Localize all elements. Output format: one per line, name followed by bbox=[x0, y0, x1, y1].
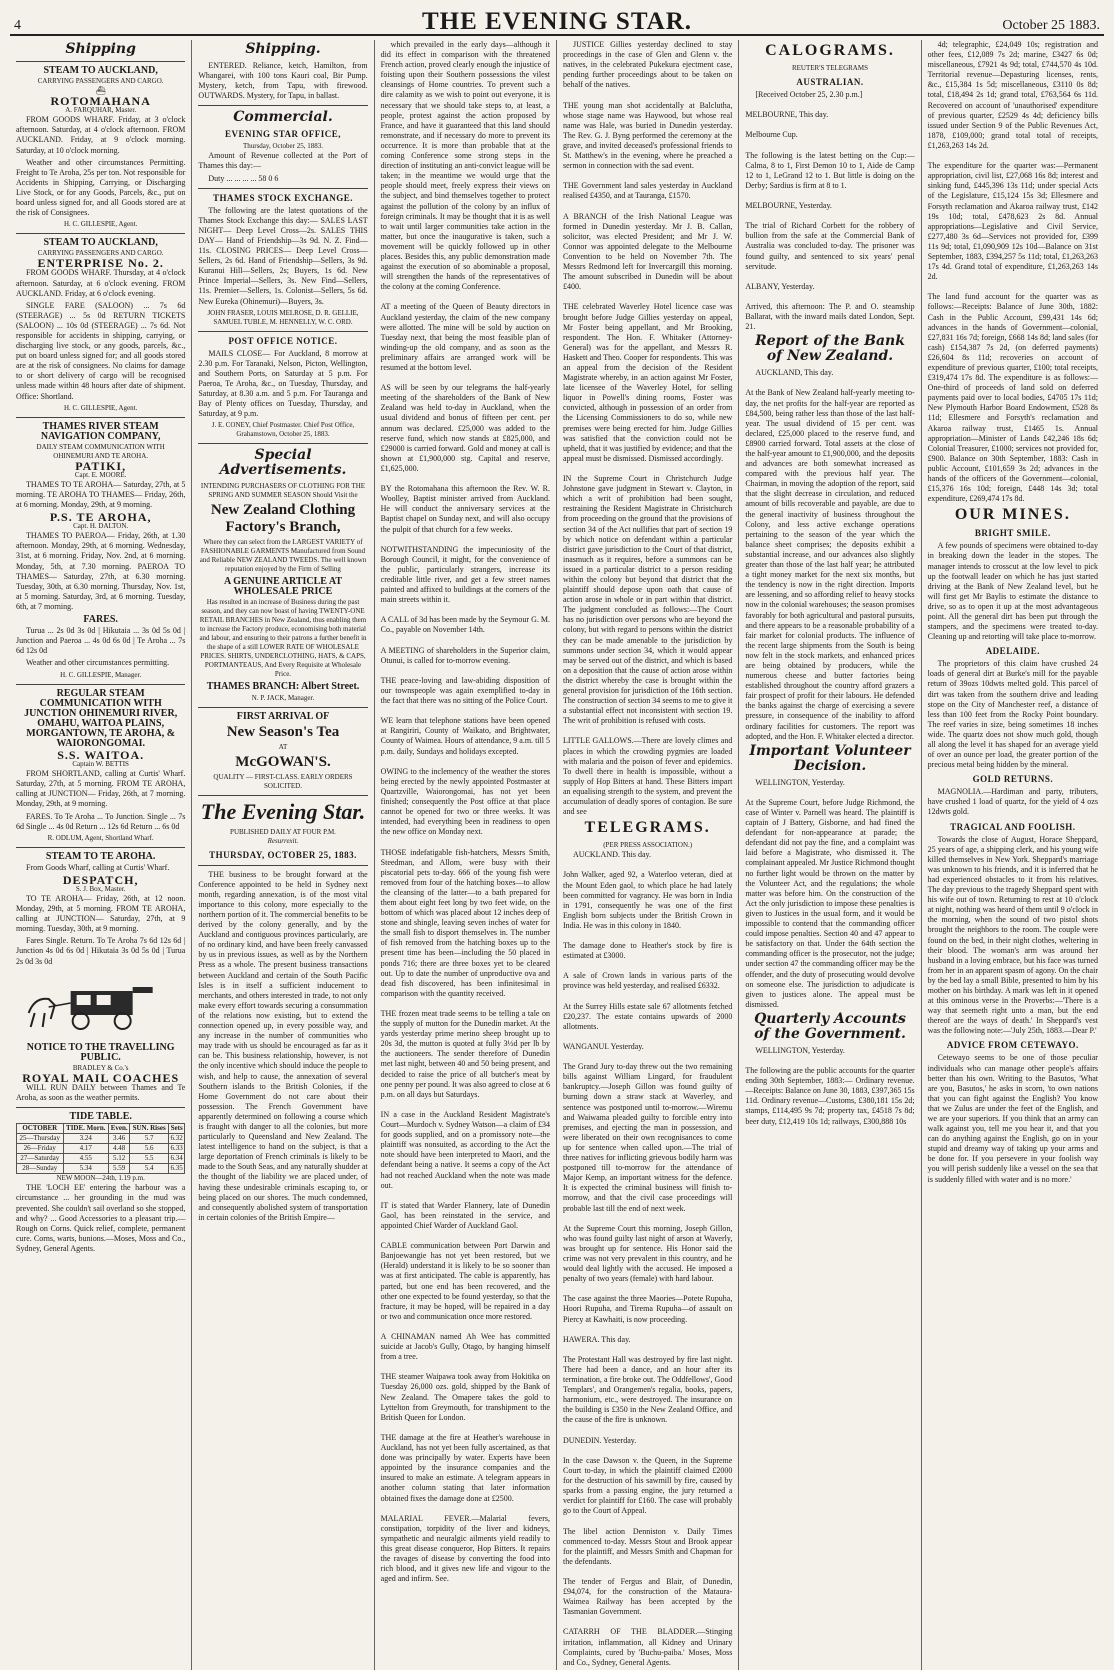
press-association: (PER PRESS ASSOCIATION.) bbox=[603, 841, 693, 850]
section-heading-shipping: Shipping bbox=[65, 41, 136, 57]
bank-report-text: AUCKLAND, This day. At the Bank of New Zealand half-yearly meeting to-day, the net profits for the half-year are reported as £84,500, being rather less than those of the last half-year. The usual dividend of 15 per cent. was declared, £25,000 placed to the reserve fund, and £8900 carried forward. Total assets at the close of the half-year amount to £1,900,000, and the deposits and advances are both somewhat increased as compared with the previous half year. The Chairman, in moving the adoption of the report, said that the slight decrease in circulation, and reduced amount of bills recoverable and payable, are due to the general inactivity of business throughout the Colony, and less active exchange operations pertaining to the season of the year which the balance sheet comprises; the deposits exhibit a substantial increase, and our advances also slightly greater than those of the last half year; he attributed a tight money market for the next six months, but the tendency is now in the right direction. Imports are lessening, and so affording relief to heavy stocks now in the colonial warehouses; the season promises favorably for both agricultural and pastoral pursuits, and there appears to be a reasonable probability of a fair market for colonial products. The influence of the recent large shipments from the South is being now felt in the stock markets, and enhanced prices are being obtained by producers, while the numerous cheese and butter factories being established throughout the country afford grazers a fair prospect of profit for their labours. He defended the banks against the charge of exercising a severe pressure, in consequence of the inability to afford ordinary facilities for customers. The report was adopted, and the Hon. F. Whitaker elected a director. bbox=[745, 368, 915, 741]
table-cell: 25—Thursday bbox=[17, 1134, 64, 1144]
divider bbox=[198, 331, 367, 332]
table-cell: 6.32 bbox=[168, 1134, 184, 1144]
clothing-headline: New Zealand Clothing Factory's Branch, bbox=[210, 502, 356, 536]
section-heading-calograms: CALOGRAMS. bbox=[765, 42, 895, 59]
ship-master: S. J. Box, Master. bbox=[75, 885, 126, 893]
ad-note: Weather and other circumstances Permitting. Freight to Te Aroha, 25s per ton. Not responsible for Accidents in Shipping, Carrying, or Discharging Live Stock, or for any Goods, Parcels, &c., put on board unless signed for, and all Goods stored are at the risk of Consignees. bbox=[16, 157, 186, 218]
clothing-intro: INTENDING PURCHASERS OF CLOTHING FOR THE SPRING AND SUMMER SEASON Should Visit the bbox=[200, 482, 366, 500]
notice-body: WILL RUN DAILY between Thames and Te Aroha, as soon as the weather permits. bbox=[16, 1083, 186, 1103]
masthead bbox=[10, 6, 1104, 36]
divider bbox=[198, 795, 367, 796]
ad-title: STEAM TO AUCKLAND, bbox=[43, 237, 158, 249]
post-office-sign: J. E. CONEY, Chief Postmaster. Chief Post Office, Grahamstown, October 25, 1883. bbox=[211, 421, 355, 439]
office-date: Thursday, October 25, 1883. bbox=[242, 142, 323, 151]
ad-body: FROM SHORTLAND, calling at Curtis' Wharf. Saturday, 27th, at 5 morning. FROM TE AROHA, calling at JUNCTION— Friday, 26th, at 7 morning. Monday, 29th, at 9 morning. bbox=[16, 769, 186, 809]
table-row bbox=[17, 1134, 185, 1144]
section-heading-our-mines: OUR MINES. bbox=[954, 506, 1071, 524]
table-header-cell: OCTOBER bbox=[17, 1124, 64, 1134]
office-title: EVENING STAR OFFICE, bbox=[224, 129, 342, 140]
ship-name: S.S. WAITOA. bbox=[57, 748, 145, 763]
newspaper-columns bbox=[10, 40, 1104, 1667]
clothing-text: Where they can select from the LARGEST VARIETY of FASHIONABLE GARMENTS Manufactured from Sound and Reliable NEW ZEALAND TWEEDS. The well known reputation enjoyed by the Firm of Selling bbox=[199, 538, 367, 574]
shipping-entries: ENTERED. Reliance, ketch, Hamilton, from Whangarei, with 100 tons Kauri coal, Bir Pump. Mystery, ketch, from Tapu, with firewood. OUTWARDS. Mystery, for Tapu, in ballast. bbox=[198, 61, 368, 101]
volunteer-text: WELLINGTON, Yesterday. At the Supreme Court, before Judge Richmond, the case of Winter v. Parnell was heard. The plaintiff is captain of J Battery, Gisborne, and had fined the defendant for non-appearance at parade; the defendant did not pay the fine, and a complaint was laid before a Magistrate, who dismissed it. The complainant appealed. Mr Justice Richmond thought no further light would be thrown on the matter by the Volunteer Act, and the regulations; the whole matter was before him. On the construction of the Act the only jurisdiction to impose these penalties is given to Justices in the usual form, and it would be impossible to contend that the commanding officer could impose penalties. Section 40 and 47 appear to be satisfactory on that. Under the 64th section the commanding officer is the prosecutor, not the judge; under section 47 the commanding officer may be the offender, and the duty of prosecuting would devolve on someone else. The jurisdiction to adjudicate is given to justices alone. The appeal must be dismissed. bbox=[745, 777, 915, 1009]
table-header-row bbox=[17, 1124, 185, 1134]
divider bbox=[16, 417, 185, 418]
ship-name: ROTOMAHANA bbox=[50, 94, 151, 109]
quarterly-accounts-heading: Quarterly Accounts of the Government. bbox=[754, 1010, 906, 1042]
section-heading-telegrams: TELEGRAMS. bbox=[584, 819, 711, 837]
newspaper-title: THE EVENING STAR. bbox=[421, 8, 693, 35]
ship-master: Capt. E. MOORE. bbox=[74, 470, 127, 479]
ad-subtitle: CARRYING PASSENGERS AND CARGO. bbox=[37, 77, 164, 86]
tide-table bbox=[16, 1123, 185, 1174]
ad-fares: FARES. To Te Aroha ... To Junction. Single ... 7s 6d Single ... 4s 0d Return ... 12s 6d Return ... 6s 0d bbox=[16, 811, 186, 831]
notice-subtitle: ROYAL MAIL COACHES bbox=[22, 1070, 180, 1085]
table-cell: 5.34 bbox=[63, 1164, 108, 1174]
fares-text: SINGLE FARE (SALOON) ... 7s 6d (STEERAGE) ... 5s 0d RETURN TICKETS (SALOON) ... 10s 0d (STEERAGE) ... 7s 6d. Not responsible for accidents in shipping, carrying, or discharging live stock, or any goods, parcels, &c., put on board unless signed for; and all goods stored are at the risk of consignees. No claims for damage to or short delivery of cargo will be recognised unless made within 48 hours after date of shipment. Office: Shortland. bbox=[16, 300, 186, 401]
table-cell: 5.59 bbox=[109, 1164, 130, 1174]
brokers-list: JOHN FRASER, LOUIS MELROSE, D. R. GELLIE, SAMUEL TUBLE, M. HENNELLY, W. C. ORD. bbox=[207, 308, 359, 326]
table-cell: 3.24 bbox=[63, 1134, 108, 1144]
table-row bbox=[17, 1154, 185, 1164]
divider bbox=[198, 865, 367, 866]
table-header-cell: Sets bbox=[168, 1124, 184, 1134]
divider bbox=[198, 707, 367, 708]
duty-line: Duty ... ... ... ... 58 0 6 bbox=[208, 173, 279, 183]
australian-text: [Received October 25, 2.30 p.m.] MELBOURNE, This day. Melbourne Cup. The following is the latest betting on the Cup:—Calma, 8 to 1, First Demon 10 to 1, Aide de Camp 12 to 1, LeGrand 12 to 1. But little is doing on the Derby; Sardius is firm at 8 to 1. MELBOURNE, Yesterday. The trial of Richard Corbett for the robbery of bullion from the safe at the Commercial Bank of Australia was concluded to-day. The prisoner was found guilty, and sentenced to six years' penal servitude. ALBANY, Yesterday. Arrived, this afternoon: The P. and O. steamship Ballarat, with the inward mails dated London, Sept. 21. bbox=[745, 90, 915, 332]
table-cell: 6.33 bbox=[168, 1144, 184, 1154]
ad-body: THAMES TO PAEROA— Friday, 26th, at 1.30 afternoon. Monday, 29th, at 6 morning. Wednesday, 31st, at 6 morning. Friday, Nov. 2nd, at 6 morning. Monday, 5th, at 7.30 morning. PAEROA TO THAMES— Saturday, 27th, at 6.30 morning. Tuesday, 30th, at 6.30 morning. Thursday, Nov. 1st, at 5 morning. Saturday, 3rd, at 6 morning. Tuesday, 6th, at 7 morning. bbox=[16, 531, 186, 611]
tea-at: AT bbox=[278, 742, 288, 751]
column-6 bbox=[922, 40, 1104, 1670]
table-header-cell: TIDE. Morn. bbox=[63, 1124, 108, 1134]
australian-heading: AUSTRALIAN. bbox=[796, 77, 864, 87]
article-heading: TRAGICAL AND FOOLISH. bbox=[950, 821, 1076, 832]
fares-rows: Turua ... 2s 0d 3s 0d | Hikutaia ... 3s 0d 5s 0d | Junction and Paeroa ... 4s 0d 6s 0d | Te Aroha ... 7s 6d 12s 0d bbox=[16, 626, 186, 656]
ad-body: From Goods Wharf, calling at Curtis' Wharf. bbox=[26, 862, 170, 872]
fares-note: Weather and other circumstances permitting. bbox=[26, 658, 170, 668]
column-5 bbox=[739, 40, 921, 1670]
quarterly-accounts-text: WELLINGTON, Yesterday. The following are the public accounts for the quarter ending 30th September, 1883:— Ordinary revenue.—Receipts: Balance on June 30, 1883, £397,365 15s 11d. Ordinary revenue—Customs, £380,181 15s 2d; stamps, £114,495 9s 7d; property tax, £4518 7s 8d; beer duty, £12,419 10s 1d; railways, £300,888 10s bbox=[745, 1045, 915, 1126]
notice-firm: BRADLEY & Co.'s bbox=[72, 1063, 129, 1072]
section-heading-shipping: Shipping. bbox=[245, 41, 321, 57]
column-3 bbox=[375, 40, 557, 1670]
mine-text: The proprietors of this claim have crushed 24 loads of general dirt at Burke's mill for the payable return of 39ozs 10dwts melted gold. This parcel of dirt was taken from the southern drive and leading stope on the City of Manchester reef, a distance of less than 100 feet from the Rocky Point boundary. The reef varies in size, being sometimes 18 inches wide. The quartz does not show much gold, though all along the level it has shaped for an average yield of over an ounce per load, the greater portion of the precious metal being hidden by the mineral. bbox=[927, 659, 1098, 770]
table-cell: 5.4 bbox=[130, 1164, 169, 1174]
divider bbox=[16, 233, 185, 234]
article-heading: ADVICE FROM CETEWAYO. bbox=[946, 1040, 1079, 1051]
table-cell: 4.17 bbox=[63, 1144, 108, 1154]
column-1 bbox=[10, 40, 192, 1670]
ad-title: STEAM TO TE AROHA. bbox=[45, 850, 156, 862]
divider bbox=[16, 1107, 185, 1108]
mine-text: MAGNOLIA.—Hardiman and party, tributers, have crushed 1 load of quartz, for the yield of 4 ozs 12dwts gold. bbox=[927, 787, 1098, 817]
post-office-title: POST OFFICE NOTICE. bbox=[228, 335, 338, 346]
clothing-branch: THAMES BRANCH: Albert Street. bbox=[206, 681, 360, 693]
news-text: JUSTICE Gillies yesterday declined to stay proceedings in the case of Glen and Glenn v. the natives, in the celebrated Pukekura ejectment case, pending further proceedings about to be taken on behalf of the natives. THE young man shot accidentally at Balclutha, whose stage name was Haywood, but whose real name was Hale, was buried in Dunedin yesterday. The Rev. G. J. Byng performed the ceremony at the grave, and invited deceased's professional friends to St. Matthew's in the evening, where he preached a sermon in connection with the sad event. THE Government land sales yesterday in Auckland realised £4350, and at Tauranga, £1570. A BRANCH of the Irish National League was formed in Dunedin yesterday. Mr J. B. Callan, solicitor, was elected President; and Mr J. W. Connor was appointed delegate to the Melbourne Convention to be held on November 7th. The Messrs Redmond left for Invercargill this morning. The amount subscribed in Dunedin will be about £400. THE celebrated Waverley Hotel licence case was brought before Judge Gillies yesterday on appeal, Mr Foster being appellant, and Mr Brooking, respondent. The Hon. F. Whitaker (Attorney-General) was for the appellant, and Messrs R. Haskett and Theo. Cooper for respondents. This was an appeal from the decision of the Resident Magistrate whereby, in an action against Mr Foster, late licensee of the Waverley Hotel, for selling liquor in Powell's dining rooms, Foster was convicted, although in possession of an order from the Licensing Commissioners to do so, while new premises were being erected for him. Judge Gillies was satisfied that the conviction could not be upheld, that it was justified by evidence; and that the appeal must be dismissed. Dismissed accordingly. IN the Supreme Court in Christchurch Judge Johnstone gave judgment in Stewart v. Clayton, in which a writ of prohibition had been sought, restraining the Resident Magistrate in Christchurch from proceeding on the ground that the provisions of section 34 of the Act nullifies that part of section 19 by which notice on defendant within a particular district gave jurisdiction to the Court of that district, inasmuch as it requires, before a summons can be issued in a particular district to a person residing within the colony but beyond that district that the plaintiff should depose upon oath that cause of action arose in whole or in part within that district. The judgment concluded as follows:—The Court has no jurisdiction over persons who are beyond the colony, but with regard to persons within the district they can be made amenable to the jurisdiction by summons under section 34, which it would appear may be served out of the district, and which is based on a deposition that the cause of action arose within the district whereby the case is brought within the general provision for jurisdiction of the 16th section. The construction of section 34 seems to me to give it a substantial effect not inconsistent with section 19. The writ of prohibition is refused with costs. LITTLE GALLOWS.—There are lovely climes and places in which the crowding pygmies are loaded with malaria and the poison of fever and epidemics. To dwell there in health is impossible, without a supply of Hop Bitters at hand. These Bitters impart an equalising strength to the system, and prevent the accumulation of deadly spores of contagion. Be sure and see bbox=[562, 40, 733, 817]
exchange-text: The following are the latest quotations of the Thames Stock Exchange this day:— SALES LAST NIGHT— Deep Level Cross—2s. SALES THIS DAY— Hand of Friendship—3s 9d. N. Z. Find—11s. CLOSING PRICES— Deep Level Cross—Sellers, 2s 6d. Hand of Friendship—Sellers, 3s 9d. Kuranui Hill—Sellers, 2s; Buyers, 1s 6d. New Prince Imperial—Sellers, 3s. New Find—Sellers, 11s. Premier—Sellers, 1s. Colonist—Sellers, 5s 6d. New Eureka (Ohinemuri)—Buyers, 3s. bbox=[198, 205, 368, 306]
divider bbox=[16, 61, 185, 62]
divider bbox=[198, 188, 367, 189]
mine-heading: ADELAIDE. bbox=[985, 646, 1040, 657]
exchange-title: THAMES STOCK EXCHANGE. bbox=[212, 192, 354, 203]
reuters-label: REUTER'S TELEGRAMS bbox=[791, 64, 868, 72]
ship-name: DESPATCH, bbox=[62, 872, 139, 887]
paper-subtitle: PUBLISHED DAILY AT FOUR P.M. bbox=[230, 827, 336, 836]
volunteer-heading: Important Volunteer Decision. bbox=[749, 742, 911, 774]
column-4 bbox=[557, 40, 739, 1670]
ad-title: THAMES RIVER STEAM NAVIGATION COMPANY, bbox=[40, 420, 161, 442]
column-2 bbox=[192, 40, 374, 1670]
tea-quality: QUALITY — FIRST-CLASS. EARLY ORDERS SOLICITED. bbox=[213, 772, 353, 790]
ship-name: PATIKI, bbox=[75, 458, 127, 473]
divider bbox=[198, 105, 367, 106]
table-cell: 6.35 bbox=[168, 1164, 184, 1174]
ship-master: Capt. H. DALTON. bbox=[73, 522, 129, 531]
table-row bbox=[17, 1144, 185, 1154]
table-cell: 4.55 bbox=[63, 1154, 108, 1164]
accounts-continued: 4d; telegraphic, £24,049 10s; registration and other fees, £12,089 7s 2d; marine, £3427 6s 0d; miscellaneous, £7921 4s 9d; total, £744,570 4s 10d. Territorial revenue—Depasturing licenses, rents, &c., £15,384 1s 5d; miscellaneous, £3110 0s 8d; total, £18,494 2s 1d; grand total, £763,564 6s 11d. Recovered on account of 'unauthorised' expenditure of previous quarter, £2529 4s 4d; deficiency bills issued under Section 9 of the Public Revenues Act, 1878, £109,000; grand total total of receipts, £1,263,263 14s 2d. The expenditure for the quarter was:—Permanent appropriation, civil list, £27,068 16s 8d; interest and sinking fund, £445,396 13s 11d; under special Acts of the Legislature, £15,124 15s 3d; Ellesmere and Forsyth reclamation and Akaroa railway trust, £142 19s 10d; total, £478,623 2s 8d. Annual appropriations—Legislative and Civil Service, £277,480 3s 6d—Services not provided for, £399 11s 9d; total, £1,090,909 12s 10d—Balance on 31st September, 1883, £394,257 5s 11d; total, £1,263,263 17s 4d. Grand total of expenditure, £1,263,263 14s 2d. The land fund account for the quarter was as follows:—Receipts: Balance of June 30th, 1882: Cash in the Public Account, £99,431 14s 6d; advances in the hands of Government—colonial, £27,831 16s 7d; foreign, £668 14s 8d; land sales (for cash) £154,387 7s 2d, (on deferred payments) £26,604 8s 11d; recoveries on account of expenditure of previous quarter, £100; total receipts, £319,474 17s 8d. The expenditure is as follows:—One-third of proceeds of land sold on deferred payments paid over to local bodies, £4705 17s 11d; New Plymouth Harbor Board Endowment, £528 8s 11d; Ellesmere and Forsyth's reclamation and Akaroa railway trust, £1465 1s. Annual appropriation—Minister of Lands £42,246 18s 6d; Colonial Treasurer, £1000; services not provided for, £900. Balance on 30th September, 1883: Cash in public Account, £101,659 3s 2d; advances in the hands of the officers of the Government—colonial, £15,376 16s 10d; foreign, £448 14s 3d; total expenditure, £269,474 17s 8d. bbox=[927, 40, 1098, 504]
table-header-cell: SUN. Rises bbox=[130, 1124, 169, 1134]
article-text: Cetewayo seems to be one of those peculiar individuals who can manage other people's affairs better than his own. Writing to the Basutos, 'What are you, Basutos,' he asks in scorn, 'to own nations that you can fight against the English? You know that we Zulus are under the feet of the English, and we are your superiors. If you think that an army can walk against you, tell me you hear it, and that you can do anything against the English, go on in your stupid and dreamy way of taking up your arms and be done for. If you persevere in your foolish way you will perish suddenly like a vessel on the sea that is suddenly filled with water and is no more.' bbox=[927, 1053, 1098, 1184]
table-cell: 5.5 bbox=[130, 1154, 169, 1164]
table-cell: 4.48 bbox=[109, 1144, 130, 1154]
editorial-text: THE business to be brought forward at the Conference appointed to be held in Sydney next month, regarding annexation, is of the most vital importance to this colony, more especially to the northern portion of it. The commercial benefits to be derived by the colony generally, and by the Auckland and contiguous provinces particularly, are of no ordinary kind, and have been freely canvassed by us in previous issues, as well as by the Northern Press as a whole. The present business transactions between Auckland and certain of the South Pacific Isles is in itself a sufficient inducement to merchants, and others interested in trade, to not only make every effort towards securing a consummation of the relations now existing, but to extend the connection opened up, in every possible way, and any increase in the number of communities who may trade with us should be encouraged as far as it can be. This business relationship, however, is not the only incentive which should induce the people to wish, and help to cause, the annexation of several Southern islands to the British Colonies, if the Home Government do not care about their possession. The French Government have apparently determined on following a course which is fraught with danger to all the colonies, but more particularly to Queensland and New Zealand. The latest intelligence to hand on the subject, is that a large deportation of French criminals is likely to be made to the South Seas, and any naturally shudder at the thought of the liability we are placed under, of having these undesirable criminals escaping to, or being placed on our shores. The much condemned, and consequently abolished system of transportation in certain colonies of the British Empire— bbox=[198, 869, 368, 1222]
ad-fares: Fares Single. Return. To Te Aroha 7s 6d 12s 6d | Junction 4s 0d 6s 0d | Hikutaia 3s 0d 5s 0d | Turua 2s 0d 3s 0d bbox=[16, 936, 186, 966]
table-row bbox=[17, 1164, 185, 1174]
section-heading-commercial: Commercial. bbox=[233, 109, 333, 126]
divider bbox=[198, 443, 367, 444]
post-office-text: MAILS CLOSE— For Auckland, 8 morrow at 2.30 p.m. For Taranaki, Nelson, Picton, Wellington, and Southern Ports, on Saturday at 5 p.m. For Paeroa, Te Aroha, &c., on Tuesday, Thursday, and Saturday, at 8.30 a.m. and 5 p.m. For Tauranga and Bay of Plenty offices on Tuesday, Thursday, and Saturday, at 9 p.m. bbox=[198, 348, 368, 419]
table-cell: 5.12 bbox=[109, 1154, 130, 1164]
tea-headline: New Season's Tea bbox=[226, 723, 340, 740]
mine-heading: GOLD RETURNS. bbox=[972, 774, 1054, 785]
column-footer-text: THE 'LOCH EE' entering the harbour was a circumstance ... her grounding in the mud was prevented. She couldn't sail overland so she stopped, and why? ... Good Accessories to a pleasant trip.—Rough on Corns. Quick relief, complete, permanent cure. Corns, warts, bunions.—Moses, Moss and Co., Sydney, General Agents. bbox=[16, 1183, 186, 1253]
table-cell: 3.46 bbox=[109, 1134, 130, 1144]
ad-agent: H. C. GILLESPIE, Agent. bbox=[64, 403, 138, 412]
revenue-text: Amount of Revenue collected at the Port of Thames this day:— bbox=[198, 151, 368, 171]
clothing-text-2: Has resulted in an increase of Business during the past season, and they can now boast of having TWENTY-ONE RETAIL BRANCHES in New Zealand, thus enabling them to increase the Factory produce, economising both material and labour, and ensuring to their patrons a further benefit in the shape of a still LOWER RATE OF WHOLESALE PRICES. SHIRTS, UNDERCLOTHING, HATS, & CAPS, PORTMANTEAUS, And Every Requisite at Wholesale Price. bbox=[199, 598, 367, 679]
paper-motto: Resurrexit. bbox=[267, 836, 299, 845]
bank-report-heading: Report of the Bank of New Zealand. bbox=[755, 333, 905, 365]
tide-note: NEW MOON—24th, 1.19 p.m. bbox=[56, 1174, 145, 1183]
ad-body: TO TE AROHA— Friday, 26th, at 12 noon. Monday, 29th, at 5 morning. FROM TE AROHA, calling at JUNCTION— Saturday, 27th, at 9 morning. Tuesday, 30th, at 9 morning. bbox=[16, 894, 186, 934]
tea-shop: McGOWAN'S. bbox=[235, 753, 331, 770]
paper-nameplate: The Evening Star. bbox=[200, 798, 366, 824]
table-cell: 27—Saturday bbox=[17, 1154, 64, 1164]
ad-body: FROM GOODS WHARF. Thursday, at 4 o'clock afternoon. Saturday, at 6 o'clock evening. FROM AUCKLAND. Friday, at 6 o'clock evening. bbox=[16, 268, 186, 298]
ad-title: STEAM TO AUCKLAND, bbox=[43, 65, 158, 76]
mine-heading: BRIGHT SMILE. bbox=[974, 528, 1051, 539]
paper-date: THURSDAY, OCTOBER 25, 1883. bbox=[209, 849, 357, 860]
issue-date: October 25 1883. bbox=[1002, 18, 1100, 33]
divider bbox=[16, 847, 185, 848]
table-header-cell: Even. bbox=[109, 1124, 130, 1134]
clothing-manager: N. P. JACK, Manager. bbox=[251, 693, 315, 702]
ad-body: FROM GOODS WHARF. Friday, at 3 o'clock afternoon. Saturday, at 4 o'clock afternoon. FROM AUCKLAND. Friday, at 9 o'clock morning. Saturday, at 10 o'clock morning. bbox=[16, 115, 186, 155]
divider bbox=[16, 684, 185, 685]
table-cell: 6.34 bbox=[168, 1154, 184, 1164]
ship-master: Captain W. BETTIS bbox=[72, 760, 129, 769]
fares-title: FARES. bbox=[83, 614, 118, 626]
ad-agent: H. C. GILLESPIE, Agent. bbox=[64, 220, 138, 229]
table-cell: 5.6 bbox=[130, 1144, 169, 1154]
table-cell: 26—Friday bbox=[17, 1144, 64, 1154]
table-cell: 28—Sunday bbox=[17, 1164, 64, 1174]
notice-title: NOTICE TO THE TRAVELLING PUBLIC. bbox=[26, 1041, 175, 1063]
section-heading-special-ads: Special Advertisements. bbox=[219, 447, 347, 479]
table-cell: 5.7 bbox=[130, 1134, 169, 1144]
ship-master: A. FARQUHAR, Master. bbox=[65, 106, 137, 115]
mine-text: A few pounds of specimens were obtained to-day in breaking down the leader in the stopes. The manager intends to crosscut at the low level to pick up the footwall leader on which he has just started driving at the Bank of New Zealand level, but he will first get Mr Baylis to estimate the distance to drive, so as to open it up at the most advantageous point. All the general dirt has been put through the stampers, and the specimens were treated to-day. Cleaning up and retorting will take place to-morrow. bbox=[927, 541, 1098, 642]
coach-illustration bbox=[16, 973, 185, 1033]
ad-agent: H. C. GILLESPIE, Manager. bbox=[60, 670, 142, 679]
tide-table-title: TIDE TABLE. bbox=[69, 1111, 132, 1123]
local-news-text: which prevailed in the early days—although it did its effect in comparison with the threatened French action, proved clearly enough the injustice of foisting upon their Southern possessions the vilest cleansings of Home countries. To prevent such a dire calamity as we wish to point out everyone, it is necessary that we should take steps to, at least, a people, protest against the action proposed by France, and have it guaranteed that this land should remonstrate, and if necessary do more to prevent its occurrence. It is more than probable that at the coming Conference some strong steps in the direction of instituting an anti-convict league will be taken; in the meantime we would urge that the people should meet, freely express their views on the subject, and bind themselves together to protect against the pollution of the colony by an influx of foreign criminals. It may be thought that it is as well to wait until larger communities take action in the matter, but once the inaugurative is taken, such a movement will be quickly followed up in other places. Besides this, any public demonstration made against the execution of so abominable a proposal, will strengthen the hands of the representatives of the colony at the coming Conference. AT a meeting of the Queen of Beauty directors in Auckland yesterday, the claim of the new company were allotted. The mine will be sold by auction on Tuesday next, that being the most feasible plan of winding-up the old company, and as soon as the preliminary affairs are arranged work will be resumed at the bottom level. AS will be seen by our telegrams the half-yearly meeting of the shareholders of the Bank of New Zealand was held to-day in Auckland, when the usual dividend and bonus of fifteen per cent. per annum was declared. £25,000 was added to the reserve fund, which now stands at £825,000, and £29000 is carried forward. Gold and money at call is shown at £1,900,000 stg. Capital and reserve, £1,625,000. BY the Rotomahana this afternoon the Rev. W. R. Woolley, Baptist minister arrived from Auckland. He will conduct the anniversary services at the Baptist chapel on Sunday next, and will also occupy the pulpit of that church for a few weeks. NOTWITHSTANDING the impecuniosity of the Borough Council, it might, for the convenience of the public, particularly strangers, increase its creditable little river, and get a few street names painted and affixed to buildings at the corners of the main streets within it. A CALL of 3d has been made by the Seymour G. M. Co., payable on November 14th. A MEETING of shareholders in the Superior claim, Otunui, is called for to-morrow evening. THE peace-loving and law-abiding disposition of our townspeople was again exemplified to-day in the fact that there was no sitting of the Police Court. WE learn that telephone stations have been opened at Rangiriri, County of Waikato, and Brightwater, County of Waimea. Hours of attendance, 9 a.m. till 5 p.m. daily, Sundays and holidays excepted. OWING to the inclemency of the weather the stores being erected by the newly appointed Postmaster at Quartzville, Waiorongomai, has not yet been finished; consequently the Post office at that place cannot be opened for two or three weeks. It was intended, had everything been in readiness to open the new office on Monday next. THOSE indefatigable fish-hatchers, Messrs Smith, Steedman, and Allom, were busy with their piscatorial pets to-day. 666 of the young fish were removed from four of the hatching boxes—to allow the cleansing of the latter—to a bath prepared for them about eight feet long by two feet wide, on the bottom of which was placed about 12 inches deep of stone and shingle, leaving seven inches of water for the small fish to disport themselves in. The number of fish removed from the hatching boxes up to the present time has been—including the 50 placed in ponds 716; there are three boxes yet to be cleared out. Up to date the number of unproductive ova and dead fish discovered, has been infinitesimal in comparison with the quantity received. THE frozen meat trade seems to be telling a tale on the supply of mutton for the Dunedin market. At the yards yesterday prime merino sheep brought up to 20s 3d, the mutton is quoted at fully 3½d per lb by the auctioneers. The sender therefore of Dunedin met last night, between 40 and 50 being present, and decided to raise the price of all butcher's meat by one penny per pound. It was also agreed to close at 6 p.m. on all days but Saturdays. IN a case in the Auckland Resident Magistrate's Court—Murdoch v. Sydney Watson—a claim of £34 for goods supplied, and on a promissory note—the plaintiff was nonsuited, as according to the Act the note should have been interpreted to Maori, and the defendant being a native. It seems a copy of the Act had not reached Auckland when the note was made out. IT is stated that Warder Flannery, late of Dunedin Gaol, has been reinstated in the service, and appointed Chief Warder of Auckland Gaol. CABLE communication between Port Darwin and Banjoewangie has not yet been restored, but we (Herald) understand it is likely to be so sooner than was at first anticipated. The cable is apparently, has parted, but one end has been recovered, and the other one expected to be found yesterday, so that the fracture, it may be hoped, will be repaired in a day or two and communication once more restored. A CHINAMAN named Ah Wee has committed suicide at Jacob's Gully, Otago, by hanging himself from a tree. THE steamer Waipawa took away from Hokitika on Tuesday 26,000 ozs. gold, shipped by the Bank of New Zealand. The Omapere takes the gold to Lyttelton from Greymouth, for transhipment to the British Queen for London. THE damage at the fire at Heather's warehouse in Auckland, has not yet been fully ascertained, as that done was principally by water. Experts have been appointed by the insurance companies and the insured to make an estimate. A telegram appears in another column stating that later information obtained fixes the damage done at £2500. MALARIAL FEVER.—Malarial fevers, constipation, torpidity of the liver and kidneys, sympathetic and neuralgic ailments yield readily to this great disease conqueror, Hop Bitters. It repairs the ravages of disease by converting the food into rich blood, and it gives new life and vigour to the aged and infirm. See. bbox=[380, 40, 550, 1584]
ship-name: P.S. TE AROHA, bbox=[49, 510, 152, 525]
ad-subtitle: DAILY STEAM COMMUNICATION WITH OHINEMURI AND TE AROHA. bbox=[36, 442, 165, 460]
ship-name: ENTERPRISE No. 2. bbox=[37, 256, 164, 271]
telegrams-text: AUCKLAND. This day. John Walker, aged 92, a Waterloo veteran, died at the Mount Eden gaol, to which place he had lately been committed for vagrancy. He was born in India in 1791, consequently he was one of the first English born subjects under the British Crown in India. He was in this colony in 1840. The damage done to Heather's stock by fire is estimated at £3000. A sale of Crown lands in various parts of the province was held yesterday, and realised £6332. At the Surrey Hills estate sale 67 allotments fetched £20,237. The estate contains upwards of 2000 allotments. WANGANUI. Yesterday. The Grand Jury to-day threw out the two remaining bills against William Lingard, for fraudulent bankruptcy.—Joseph Gillon was found guilty of burning down a straw stack at Waverley, and sentence was postponed until to-morrow.—Wiremu and Waiwama pleaded guilty to forcible entry into premises, and ejecting the man in possession, and were liberated on their own recognisances to come up for sentence when called upon.—The trial of three natives for inflicting grievous bodily harm was postponed till to-morrow for the attendance of Major Kemp, an important witness for the defence. It is expected the criminal business will finish to-morrow, and that the civil case proceedings will probable last till the end of next week. At the Supreme Court this morning, Joseph Gillon, who was found guilty last night of arson at Waverly, was brought up for sentence. His Honor said the crime was not very prevalent in this country, and he would deal lightly with the accused. He imposed a penalty of two years (female) with hard labour. The case against the three Maories—Potete Rupuha, Hoori Rupuha, and Tirema Rupuha—of assault on Piercy at Kawhaiti, is now proceeding. HAWERA. This day. The Protestant Hall was destroyed by fire last night. There had been a dance, and an hour after its termination, a fire broke out. The Oddfellows', Good Templars', and Orangemen's regalia, books, papers, harmonium, etc., were destroyed. The insurance on the building is £350 in the New Zealand Office, and the cause of the fire is unknown. DUNEDIN. Yesterday. In the case Dawson v. the Queen, in the Supreme Court to-day, in which the plaintiff claimed £2000 for the destruction of his sawmill by fire, caused by sparks from a passing engine, the jury returned a verdict for plaintiff for £160. The case will probably go to the Court of Appeal. The libel action Denniston v. Daily Times commenced to-day. Messrs Stout and Brook appear for the plaintiff, and Messrs Smith and Chapman for the defendants. The tender of Fergus and Blair, of Dunedin, £94,074, for the construction of the Mataura-Waimea Railway has been accepted by the Tasmanian Government. CATARRH OF THE BLADDER.—Stinging irritation, inflammation, all Kidney and Urinary Complaints, cured by 'Buchu-paiba.' Moses, Moss and Co., Sydney, General Agents. bbox=[562, 850, 733, 1667]
ad-title: REGULAR STEAM COMMUNICATION WITH JUNCTION OHINEMURI RIVER, OMAHU, WAITOA PLAINS, MORGANTOWN, TE AROHA, & WAIORONGOMAI. bbox=[24, 687, 178, 749]
ad-subtitle: CARRYING PASSENGERS AND CARGO. bbox=[37, 249, 164, 258]
article-text: Towards the close of August, Horace Sheppard, 25 years of age, a shipping clerk, and his young wife killed themselves in New York. Sheppard's marriage was unknown to his friends, and it is inferred that he had experienced obstacles to it from his relatives. The day previous to the tragedy Sheppard spent with his wife out of town. Returning to rest at 10 o'clock at night, nothing was heard of them until 9 o'clock in the morning, when the sound of two pistol shots brought the neighbors to the room. The couple were found on the bed, in their night clothes, weltering in their blood. The woman's arm was around her husband in a loving embrace, but his face was turned from her in an apparent spasm of agony. On the chair by the bed lay a small Bible, presented to him by his mother on his birthday. A mark was left in it opened at this ominous verse in the Proverbs:—'There is a way that seemeth right unto a man, but the end thereof are the ways of death.' In Sheppard's vest was the following note:—'July 25th, 1883.—Dear P.' bbox=[927, 834, 1098, 1036]
steamer-icon: ⛴ bbox=[95, 86, 106, 96]
ad-agent: R. ODLUM, Agent, Shortland Wharf. bbox=[47, 833, 154, 842]
tea-first: FIRST ARRIVAL OF bbox=[236, 710, 330, 722]
ad-body: THAMES TO TE AROHA— Saturday, 27th, at 5 morning. TE AROHA TO THAMES— Friday, 26th, at 6 morning. Monday, 29th, at 9 morning. bbox=[16, 479, 186, 510]
clothing-headline-2: A GENUINE ARTICLE AT WHOLESALE PRICE bbox=[223, 576, 343, 598]
page-number: 4 bbox=[14, 18, 21, 33]
